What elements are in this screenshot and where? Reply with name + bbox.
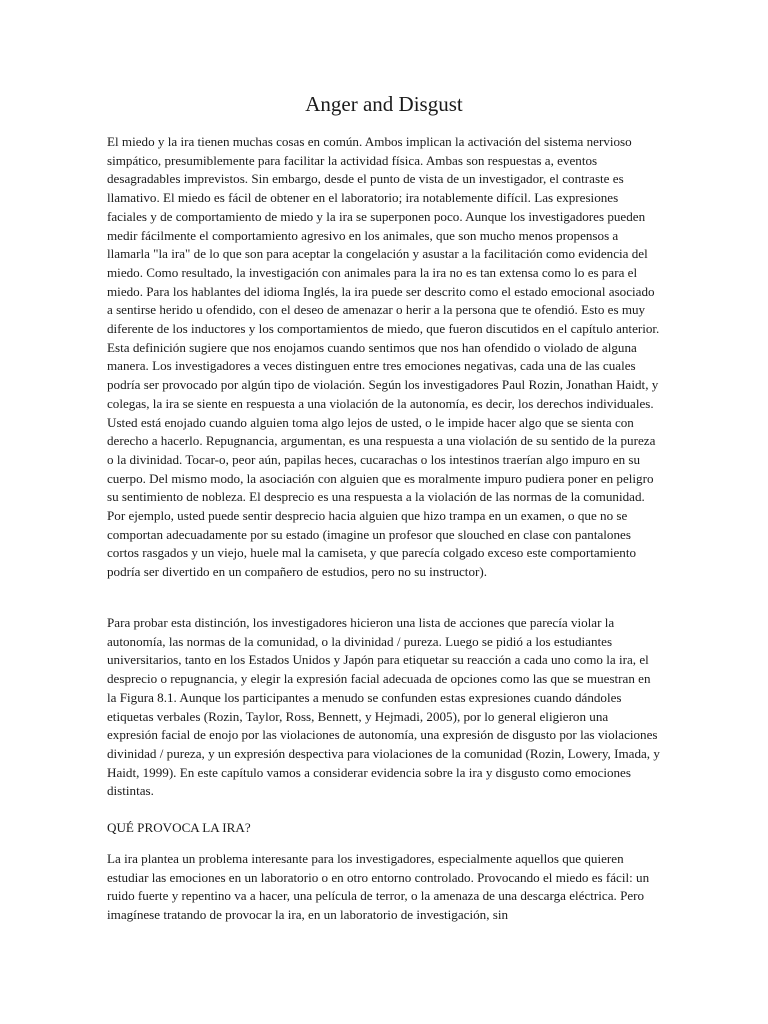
- paragraph-2: Para probar esta distinción, los investigadores hicieron una lista de acciones que parecía violar la autonomía, las normas de la comunidad, o la divinidad / pureza. Luego se pidió a los estudiantes universitarios, tanto en los Estados Unidos y Japón para etiquetar su reacción a cada uno como la ira, el desprecio o repugnancia, y elegir la expresión facial adecuada de opciones como las que se muestran en la Figura 8.1. Aunque los participantes a menudo se confunden estas expresiones cuando dándoles etiquetas verbales (Rozin, Taylor, Ross, Bennett, y Hejmadi, 2005), por lo general eligieron una expresión facial de enojo por las violaciones de autonomía, una expresión de disgusto por las violaciones divinidad / pureza, y un expresión despectiva para violaciones de la comunidad (Rozin, Lowery, Imada, y Haidt, 1999). En este capítulo vamos a considerar evidencia sobre la ira y disgusto como emociones distintas.: [107, 615, 660, 799]
- paragraph-1: El miedo y la ira tienen muchas cosas en común. Ambos implican la activación del sistema nervioso simpático, presumiblemente para facilitar la actividad física. Ambas son respuestas a, eventos desagradables imprevistos. Sin embargo, desde el punto de vista de un investigador, el contraste es llamativo. El miedo es fácil de obtener en el laboratorio; ira notablemente difícil. Las expresiones faciales y de comportamiento de miedo y la ira se superponen poco. Aunque los investigadores pueden medir fácilmente el comportamiento agresivo en los animales, que son mucho menos propensos a llamarla "la ira" de lo que son para aceptar la congelación y asustar a la facilitación como evidencia del miedo. Como resultado, la investigación con animales para la ira no es tan extensa como lo es para el miedo. Para los hablantes del idioma Inglés, la ira puede ser descrito como el estado emocional asociado a sentirse herido u ofendido, con el deseo de amenazar o herir a la persona que te ofendió. Esto es muy diferente de los inductores y los comportamientos de miedo, que fueron discutidos en el capítulo anterior. Esta definición sugiere que nos enojamos cuando sentimos que nos han ofendido o violado de alguna manera. Los investigadores a veces distinguen entre tres emociones negativas, cada una de las cuales podría ser provocado por algún tipo de violación. Según los investigadores Paul Rozin, Jonathan Haidt, y colegas, la ira se siente en respuesta a una violación de la autonomía, es decir, los derechos individuales. Usted está enojado cuando alguien toma algo lejos de usted, o le impide hacer algo que se sienta con derecho a hacerlo. Repugnancia, argumentan, es una respuesta a una violación de su sentido de la pureza o la divinidad. Tocar-o, peor aún, papilas heces, cucarachas o los intestinos traerían algo impuro en su cuerpo. Del mismo modo, la asociación con alguien que es moralmente impuro pudiera poner en peligro su sentimiento de nobleza. El desprecio es una respuesta a la violación de las normas de la comunidad. Por ejemplo, usted puede sentir desprecio hacia alguien que hizo trampa en un examen, o que no se comportan adecuadamente por su estado (imagine un profesor que slouched en clase con pantalones cortos rasgados y un viejo, huele mal la camiseta, y que parecía colgado exceso este comportamiento podría ser divertido en un compañero de estudios, pero no su instructor).: [107, 134, 660, 580]
- paragraph-3: La ira plantea un problema interesante para los investigadores, especialmente aquellos que quieren estudiar las emociones en un laboratorio o en otro entorno controlado. Provocando el miedo es fácil: un ruido fuerte y repentino va a hacer, una película de terror, o la amenaza de una descarga eléctrica. Pero imagínese tratando de provocar la ira, en un laboratorio de investigación, sin: [107, 851, 650, 923]
- page-title: Anger and Disgust: [305, 92, 463, 116]
- section-heading: QUÉ PROVOCA LA IRA?: [107, 820, 251, 835]
